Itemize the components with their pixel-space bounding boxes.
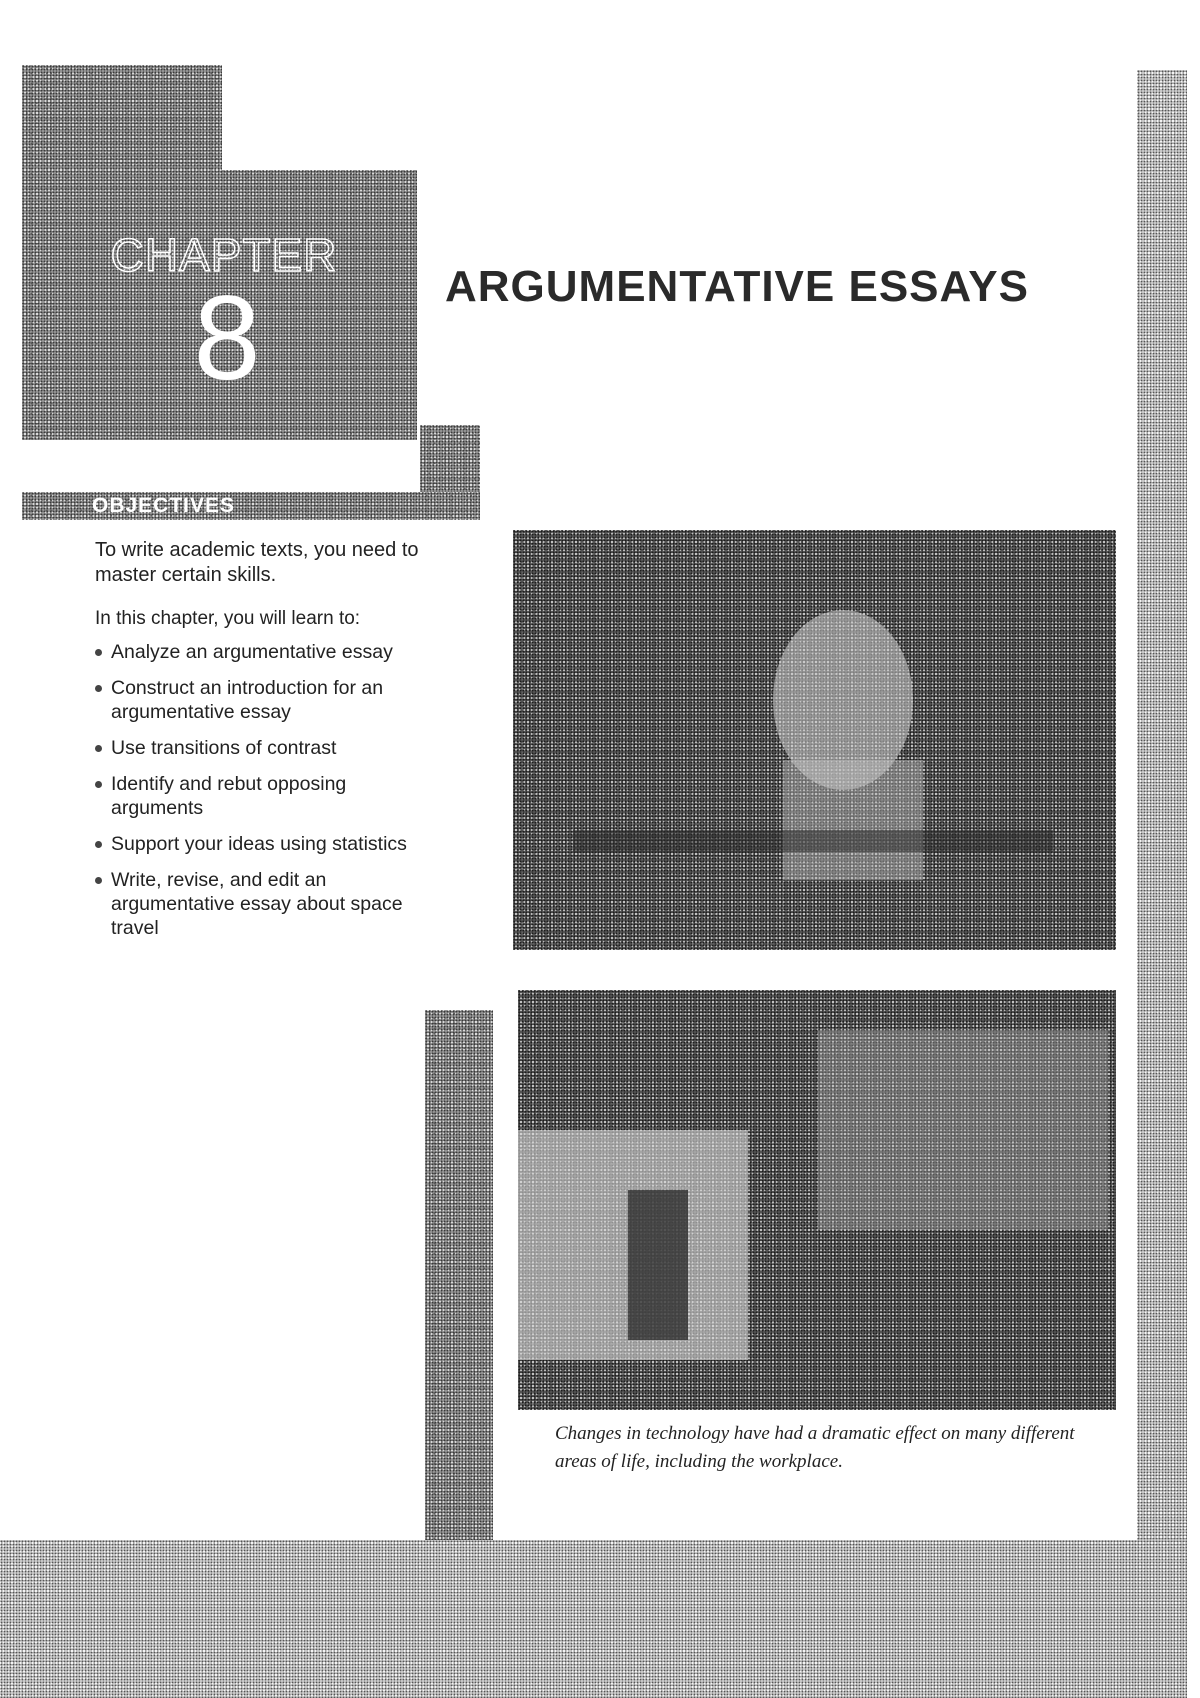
objective-item: Write, revise, and edit an argumentative essay about space travel: [95, 868, 435, 940]
objective-item: Analyze an argumentative essay: [95, 640, 435, 664]
objective-item: Identify and rebut opposing arguments: [95, 772, 435, 820]
decorative-block: [22, 65, 222, 175]
objective-item: Support your ideas using statistics: [95, 832, 435, 856]
objectives-header-bar: [22, 492, 480, 520]
photo-welder: [513, 530, 1116, 950]
robot-illustration: [518, 990, 1116, 1410]
welder-illustration: [513, 530, 1116, 950]
objectives-lead: In this chapter, you will learn to:: [95, 608, 361, 629]
chapter-title: ARGUMENTATIVE ESSAYS: [445, 262, 1029, 311]
page-bottom-edge: [0, 1540, 1187, 1698]
objective-item: Construct an introduction for an argumentative essay: [95, 676, 435, 724]
objective-item: Use transitions of contrast: [95, 736, 435, 760]
photo-caption: Changes in technology have had a dramatic effect on many different areas of life, including the workplace.: [555, 1423, 1075, 1472]
photo-robot-workshop: [518, 990, 1116, 1410]
objectives-list: [95, 640, 435, 952]
decorative-column: [425, 1010, 493, 1540]
page-edge-shadow: [1137, 70, 1187, 1540]
decorative-gap: [0, 440, 420, 485]
objectives-intro: To write academic texts, you need to master certain skills.: [95, 539, 419, 586]
chapter-number: 8: [193, 271, 261, 405]
chapter-block: [22, 170, 417, 440]
chapter-label: CHAPTER: [110, 229, 338, 281]
objectives-heading: OBJECTIVES: [92, 494, 236, 517]
